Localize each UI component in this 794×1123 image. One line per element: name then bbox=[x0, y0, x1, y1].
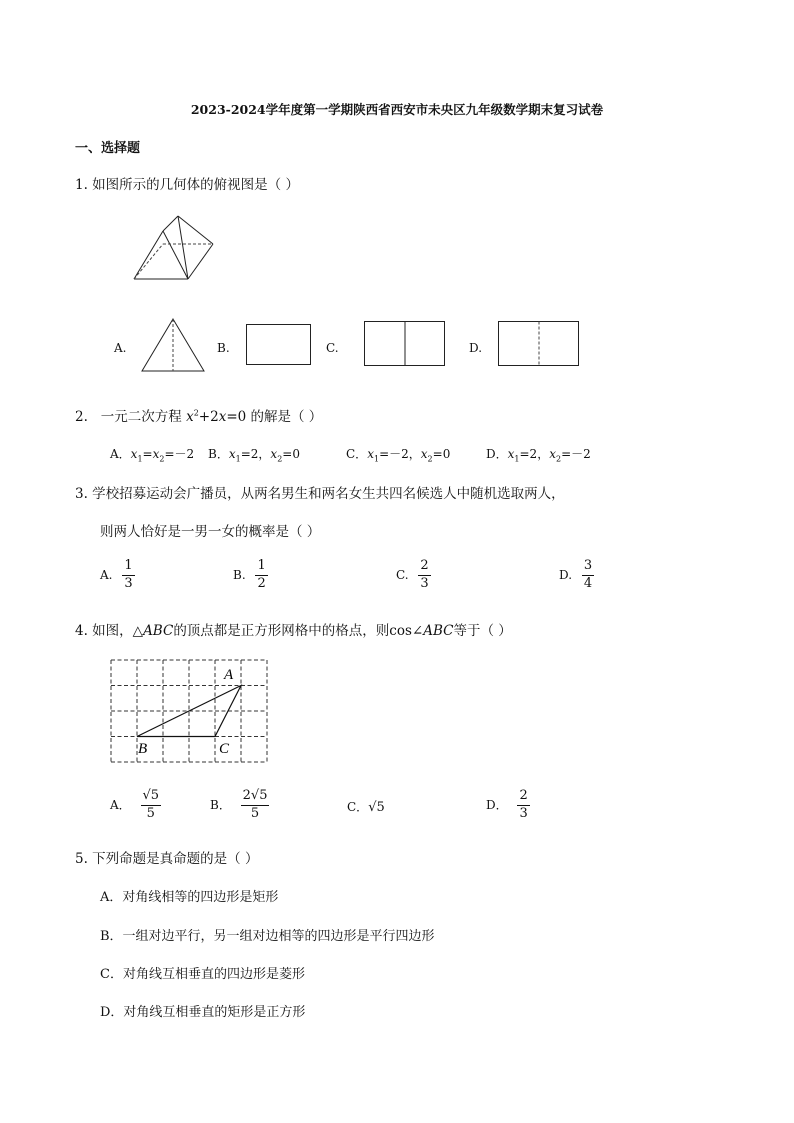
q2-option-d bbox=[486, 445, 591, 463]
q3-option-d-denominator: 4 bbox=[583, 575, 593, 591]
q2-option-a bbox=[110, 445, 194, 463]
q3-option-b-fraction bbox=[255, 559, 267, 592]
q2-option-b-sub2: 2 bbox=[277, 454, 283, 464]
section-heading: 一、选择题 bbox=[75, 141, 141, 156]
question-1-stem: 1. 如图所示的几何体的俯视图是（ ） bbox=[75, 177, 299, 193]
q3-option-a-numerator: 1 bbox=[122, 559, 134, 576]
q4-option-b-numerator: 2√5 bbox=[241, 789, 270, 806]
q5-option-c: C．对角线互相垂直的四边形是菱形 bbox=[100, 967, 305, 982]
q2-option-a-end: =－2 bbox=[164, 447, 195, 461]
q4-option-b-label: B． bbox=[210, 797, 231, 812]
vertex-a-label: A bbox=[224, 667, 234, 683]
q2-option-c-var2: x bbox=[420, 447, 428, 461]
q4-option-d-denominator: 3 bbox=[519, 805, 528, 821]
q2-option-c-var1: x bbox=[367, 447, 374, 461]
prism-figure bbox=[130, 210, 220, 285]
q3-option-c bbox=[396, 559, 431, 592]
page-title: 2023-2024学年度第一学期陕西省西安市未央区九年级数学期末复习试卷 bbox=[190, 102, 604, 117]
vertex-b-label: B bbox=[138, 741, 148, 757]
q2-text-b: +2 bbox=[198, 409, 219, 425]
q4-angle-name: ABC bbox=[423, 623, 454, 639]
q4-option-d-label: D． bbox=[486, 797, 508, 812]
q3-option-a bbox=[100, 559, 135, 592]
q2-option-d-sub1: 1 bbox=[514, 454, 520, 464]
q4-option-c-label: C． bbox=[347, 800, 369, 814]
q2-option-c-end: =0 bbox=[432, 447, 451, 461]
q3-option-c-label: C. bbox=[396, 567, 409, 582]
q2-option-c-sub1: 1 bbox=[373, 454, 380, 464]
q4-option-d bbox=[486, 789, 530, 822]
q2-option-b-label: B． bbox=[208, 447, 229, 461]
q4-option-c bbox=[347, 798, 385, 815]
q2-option-a-var2: x bbox=[152, 447, 160, 461]
q4-option-d-fraction bbox=[517, 789, 529, 822]
q3-option-b-denominator: 2 bbox=[257, 575, 266, 591]
q4-grid-figure bbox=[110, 659, 270, 765]
q1-option-c-rectangle bbox=[364, 321, 446, 367]
q2-option-b-end: =0 bbox=[282, 447, 300, 461]
q4-option-d-numerator: 2 bbox=[517, 789, 529, 806]
q4-option-a-fraction bbox=[141, 789, 162, 822]
q3-option-d-numerator: 3 bbox=[582, 559, 594, 576]
q1-option-d-rectangle bbox=[498, 321, 580, 367]
q2-text-a: 一元二次方程 bbox=[100, 409, 187, 425]
q4-triangle-name: ABC bbox=[143, 623, 174, 639]
q2-option-d-end: =－2 bbox=[561, 447, 591, 461]
q2-option-c-label: C． bbox=[346, 447, 368, 461]
q4-text-c: 等于（ ） bbox=[453, 623, 512, 639]
q3-option-b-numerator: 1 bbox=[255, 559, 267, 576]
q2-option-b bbox=[208, 445, 300, 463]
q2-option-b-var1: x bbox=[228, 447, 236, 461]
q4-option-a-denominator: 5 bbox=[146, 805, 155, 821]
q2-number: 2. bbox=[75, 409, 88, 425]
q2-option-d-var1: x bbox=[507, 447, 515, 461]
q3-option-a-denominator: 3 bbox=[124, 575, 133, 591]
q4-option-a bbox=[110, 789, 161, 822]
vertex-c-label: C bbox=[219, 741, 230, 757]
q4-option-a-label: A． bbox=[110, 797, 131, 812]
q1-option-b-rectangle bbox=[246, 324, 312, 366]
question-3-stem-line2: 则两人恰好是一男一女的概率是（ ） bbox=[100, 524, 321, 540]
q1-option-c-label: C. bbox=[326, 341, 339, 355]
q2-var-x2: x bbox=[218, 409, 227, 425]
q2-option-b-mid: =2， bbox=[240, 447, 271, 461]
q2-option-d-var2: x bbox=[549, 447, 556, 461]
q4-text-a: 4. 如图，△ bbox=[75, 623, 144, 639]
q5-option-b: B．一组对边平行，另一组对边相等的四边形是平行四边形 bbox=[100, 929, 435, 944]
q2-option-a-sub1: 1 bbox=[137, 454, 143, 464]
q3-option-d-label: D. bbox=[559, 567, 573, 582]
question-3-stem-line1: 3. 学校招募运动会广播员，从两名男生和两名女生共四名候选人中随机选取两人， bbox=[75, 486, 565, 502]
q2-option-a-mid: = bbox=[142, 447, 153, 461]
q3-option-c-denominator: 3 bbox=[420, 575, 429, 591]
q1-option-d-label: D. bbox=[469, 341, 483, 355]
q2-option-d-sub2: 2 bbox=[555, 454, 562, 464]
q5-option-d: D．对角线互相垂直的矩形是正方形 bbox=[100, 1005, 306, 1020]
q3-option-a-label: A. bbox=[100, 567, 113, 582]
question-5-stem: 5. 下列命题是真命题的是（ ） bbox=[75, 851, 259, 867]
question-2-stem bbox=[75, 405, 322, 425]
q2-var-x: x bbox=[186, 409, 194, 425]
q2-option-a-sub2: 2 bbox=[159, 454, 165, 464]
q3-option-d bbox=[559, 559, 594, 592]
q1-option-a-triangle bbox=[140, 318, 206, 373]
q2-option-a-label: A． bbox=[110, 447, 131, 461]
q4-option-a-numerator: √5 bbox=[141, 789, 162, 806]
q2-option-c-mid: =－2， bbox=[379, 447, 421, 461]
q2-exponent: 2 bbox=[193, 408, 199, 418]
q2-option-c bbox=[346, 445, 450, 463]
q2-option-a-var1: x bbox=[130, 447, 138, 461]
q5-option-a: A．对角线相等的四边形是矩形 bbox=[100, 890, 279, 905]
q2-option-d-label: D． bbox=[486, 447, 508, 461]
q2-option-d-mid: =2， bbox=[519, 447, 550, 461]
q1-option-b-label: B. bbox=[217, 341, 230, 355]
q3-option-c-fraction bbox=[418, 559, 430, 592]
q3-option-c-numerator: 2 bbox=[418, 559, 430, 576]
q4-option-b-denominator: 5 bbox=[250, 805, 260, 821]
q2-option-b-sub1: 1 bbox=[235, 454, 241, 464]
q3-option-d-fraction bbox=[582, 559, 594, 592]
q4-text-b: 的顶点都是正方形网格中的格点，则cos∠ bbox=[173, 623, 424, 639]
q2-text-c: =0 的解是（ ） bbox=[226, 409, 323, 425]
q3-option-a-fraction bbox=[122, 559, 134, 592]
q3-option-b-label: B. bbox=[233, 567, 246, 582]
q4-option-c-value: √5 bbox=[368, 800, 385, 815]
q4-option-b-fraction bbox=[241, 789, 270, 822]
q4-option-b bbox=[210, 789, 269, 822]
question-4-stem bbox=[75, 619, 512, 639]
q1-option-a-label: A. bbox=[114, 341, 127, 355]
q3-option-b bbox=[233, 559, 268, 592]
q2-option-b-var2: x bbox=[270, 447, 278, 461]
q2-option-c-sub2: 2 bbox=[427, 454, 433, 464]
